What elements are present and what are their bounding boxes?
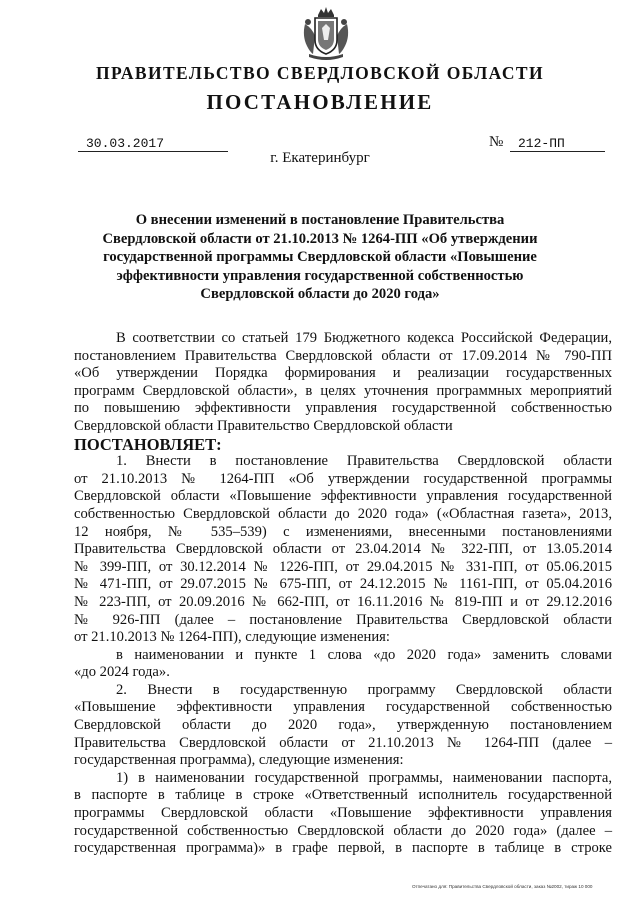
- body-line: В соответствии со статьей 179 Бюджетного кодекса Российской Федерации,: [116, 330, 612, 346]
- body-line: в паспорте в таблице в строке «Ответственный исполнитель государственной: [74, 787, 612, 804]
- body-line: собственностью Свердловской области до 2020 года» («Областная газета», 2013,: [74, 505, 612, 522]
- body-line: Правительства Свердловской области от 21.10.2013 № 1264-ПП (далее –: [74, 734, 612, 751]
- body-line: 1. Внести в постановление Правительства Свердловской области: [116, 453, 612, 470]
- heading-line: Свердловской области от 21.10.2013 № 1264-ПП «Об утверждении: [102, 230, 538, 247]
- body-line: Правительства Свердловской области от 23.04.2014 № 322-ПП, от 13.05.2014: [74, 541, 612, 558]
- body-line: от 21.10.2013 № 1264-ПП «Об утверждении государственной программы: [74, 470, 612, 487]
- document-heading: [60, 211, 580, 304]
- heading-line: О внесении изменений в постановление Правительства: [135, 212, 505, 228]
- document-number-label: №: [489, 134, 504, 150]
- body-line: «Повышение эффективности управления государственной собственностью: [74, 699, 612, 716]
- body-line: Свердловской области «Повышение эффективности управления государственной: [74, 488, 612, 505]
- body-line: государственной собственностью Свердловской области до 2020 года» (далее –: [74, 822, 612, 839]
- body-line: от 21.10.2013 № 1264-ПП), следующие изменения:: [74, 629, 390, 646]
- body-line: государственная программа)» в графе первой, в паспорте в таблице в строке: [74, 840, 612, 857]
- body-line: постановлением Правительства Свердловской области от 17.09.2014 № 790-ПП: [74, 347, 612, 364]
- body-line: в наименовании и пункте 1 слова «до 2020 года» заменить словами: [116, 646, 612, 663]
- document-type: ПОСТАНОВЛЕНИЕ: [206, 90, 434, 114]
- body-line: 12 ноября, № 535–539) с изменениями, внесенными постановлениями: [74, 523, 612, 540]
- heading-line: государственной программы Свердловской области «Повышение: [103, 249, 537, 265]
- body-line: по повышению эффективности управления государственной собственностью: [74, 400, 612, 417]
- body-line: № 223-ПП, от 20.09.2016 № 662-ПП, от 16.11.2016 № 819-ПП и от 29.12.2016: [74, 593, 612, 610]
- government-name: ПРАВИТЕЛЬСТВО СВЕРДЛОВСКОЙ ОБЛАСТИ: [96, 63, 544, 83]
- body-line: № 471-ПП, от 29.07.2015 № 675-ПП, от 24.12.2015 № 1161-ПП, от 05.04.2016: [74, 576, 612, 593]
- body-line: государственная программа), следующие изменения:: [74, 752, 404, 769]
- document-number: 212-ПП: [510, 135, 605, 152]
- body-line: «Об утверждении Порядка формирования и реализации государственных: [74, 365, 612, 382]
- body-line: № 926-ПП (далее – постановление Правительства Свердловской области: [74, 611, 612, 628]
- body-line: Свердловской области до 2020 года», утвержденную постановлением: [74, 717, 612, 734]
- coat-of-arms-icon: [299, 6, 353, 62]
- heading-line: Свердловской области до 2020 года»: [200, 286, 440, 302]
- document-body: [74, 330, 612, 858]
- print-footer: Отпечатано для: Правительства Свердловской области, заказ №2002, тираж 10 000: [412, 884, 593, 889]
- body-line: программы Свердловской области «Повышение эффективности управления: [74, 805, 612, 822]
- heading-line: эффективности управления государственной собственностью: [116, 267, 524, 284]
- body-line: № 399-ПП, от 30.12.2014 № 1226-ПП, от 29.04.2015 № 331-ПП, от 05.06.2015: [74, 558, 612, 575]
- body-line: «до 2024 года».: [74, 664, 170, 681]
- document-date: 30.03.2017: [78, 135, 228, 152]
- body-line: программ Свердловской области», в целях уточнения программных мероприятий: [74, 382, 612, 399]
- document-city: г. Екатеринбург: [270, 150, 370, 166]
- body-line: 2. Внести в государственную программу Свердловской области: [116, 681, 612, 698]
- resolves-heading: ПОСТАНОВЛЯЕТ:: [74, 434, 222, 454]
- body-line: 1) в наименовании государственной программы, наименовании паспорта,: [116, 769, 612, 786]
- body-line: Свердловской области Правительство Свердловской области: [74, 417, 453, 434]
